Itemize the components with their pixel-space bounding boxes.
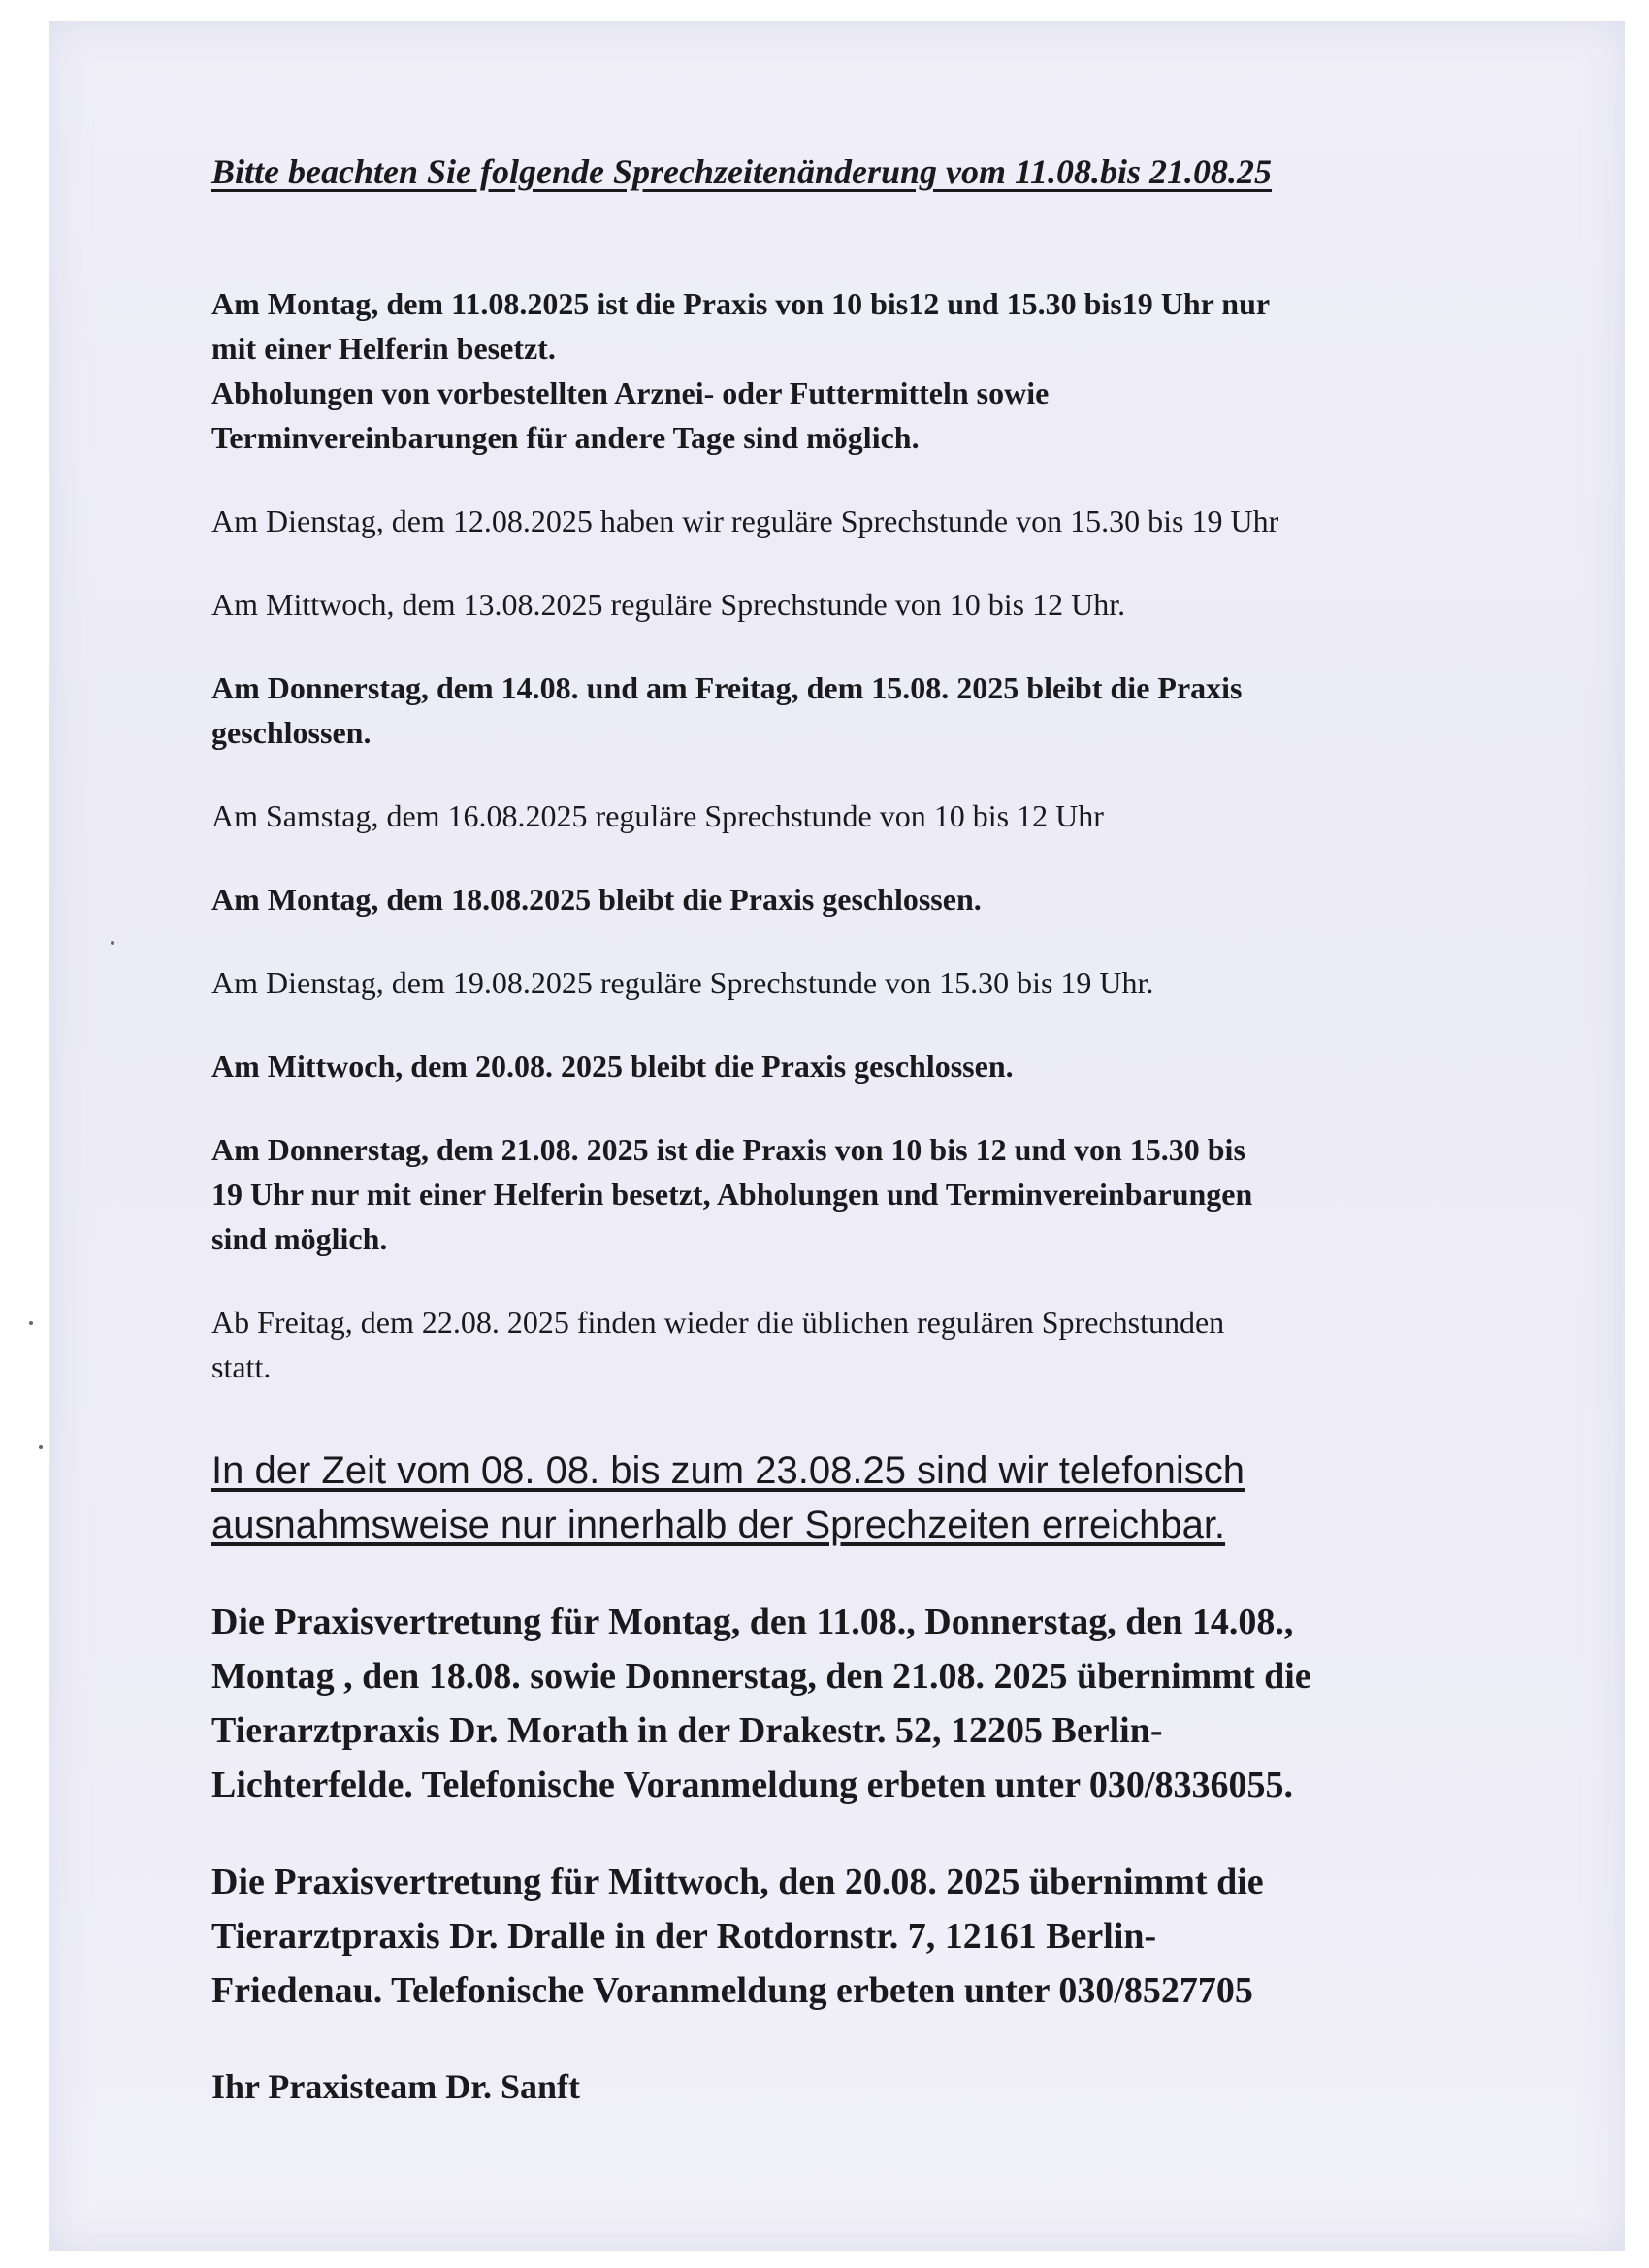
schedule-paragraph — [211, 582, 1531, 627]
schedule-line: sind möglich. — [211, 1221, 388, 1256]
schedule-paragraph — [211, 499, 1531, 543]
schedule-line: Am Mittwoch, dem 13.08.2025 reguläre Sprechstunde von 10 bis 12 Uhr. — [211, 587, 1126, 622]
schedule-paragraph — [211, 281, 1531, 460]
phone-notice-line: In der Zeit vom 08. 08. bis zum 23.08.25 sind wir telefonisch — [211, 1449, 1245, 1492]
phone-availability-notice — [211, 1443, 1531, 1552]
schedule-paragraph — [211, 1127, 1531, 1261]
schedule-paragraph — [211, 794, 1531, 838]
schedule-line: Am Donnerstag, dem 14.08. und am Freitag, dem 15.08. 2025 bleibt die Praxis — [211, 670, 1243, 705]
notice-title: Bitte beachten Sie folgende Sprechzeitenänderung vom 11.08.bis 21.08.25 — [211, 152, 1273, 191]
schedule-line: Am Montag, dem 11.08.2025 ist die Praxis von 10 bis12 und 15.30 bis19 Uhr nur — [211, 286, 1271, 321]
substitute-line: Montag , den 18.08. sowie Donnerstag, den 21.08. 2025 übernimmt die — [211, 1656, 1311, 1697]
substitute-line: Tierarztpraxis Dr. Dralle in der Rotdornstr. 7, 12161 Berlin- — [211, 1916, 1157, 1957]
substitute-paragraph — [211, 1595, 1531, 1812]
schedule-paragraph — [211, 665, 1531, 755]
schedule-paragraphs — [211, 281, 1531, 1389]
schedule-line: Am Montag, dem 18.08.2025 bleibt die Praxis geschlossen. — [211, 882, 982, 917]
schedule-paragraph — [211, 1044, 1531, 1088]
phone-notice-line: ausnahmsweise nur innerhalb der Sprechzeiten erreichbar. — [211, 1504, 1226, 1546]
scan-speck — [29, 1321, 33, 1325]
schedule-line: Am Samstag, dem 16.08.2025 reguläre Sprechstunde von 10 bis 12 Uhr — [211, 798, 1104, 833]
substitute-line: Tierarztpraxis Dr. Morath in der Drakestr. 52, 12205 Berlin- — [211, 1710, 1163, 1751]
substitute-paragraph — [211, 1855, 1531, 2018]
schedule-line: geschlossen. — [211, 715, 372, 750]
schedule-line: mit einer Helferin besetzt. — [211, 331, 556, 366]
schedule-line: Abholungen von vorbestellten Arznei- oder Futtermitteln sowie — [211, 375, 1050, 410]
schedule-line: Am Dienstag, dem 19.08.2025 reguläre Sprechstunde von 15.30 bis 19 Uhr. — [211, 965, 1154, 1000]
schedule-line: statt. — [211, 1349, 272, 1384]
substitute-line: Lichterfelde. Telefonische Voranmeldung erbeten unter 030/8336055. — [211, 1765, 1293, 1805]
schedule-line: Ab Freitag, dem 22.08. 2025 finden wieder die üblichen regulären Sprechstunden — [211, 1305, 1225, 1340]
scan-speck — [39, 1445, 43, 1449]
substitute-line: Die Praxisvertretung für Montag, den 11.08., Donnerstag, den 14.08., — [211, 1602, 1294, 1642]
substitute-line: Friedenau. Telefonische Voranmeldung erbeten unter 030/8527705 — [211, 1970, 1253, 2011]
signature: Ihr Praxisteam Dr. Sanft — [211, 2067, 580, 2106]
schedule-line: 19 Uhr nur mit einer Helferin besetzt, Abholungen und Terminvereinbarungen — [211, 1177, 1253, 1212]
schedule-line: Am Dienstag, dem 12.08.2025 haben wir reguläre Sprechstunde von 15.30 bis 19 Uhr — [211, 503, 1279, 538]
schedule-paragraph — [211, 877, 1531, 922]
substitute-line: Die Praxisvertretung für Mittwoch, den 20.08. 2025 übernimmt die — [211, 1862, 1264, 1902]
schedule-line: Am Mittwoch, dem 20.08. 2025 bleibt die Praxis geschlossen. — [211, 1049, 1014, 1084]
schedule-line: Terminvereinbarungen für andere Tage sind möglich. — [211, 420, 920, 455]
substitute-practices — [211, 1595, 1531, 2018]
schedule-line: Am Donnerstag, dem 21.08. 2025 ist die Praxis von 10 bis 12 und von 15.30 bis — [211, 1132, 1245, 1167]
schedule-paragraph — [211, 960, 1531, 1005]
notice-content — [211, 151, 1531, 2107]
schedule-paragraph — [211, 1300, 1531, 1389]
scan-speck — [111, 941, 114, 945]
